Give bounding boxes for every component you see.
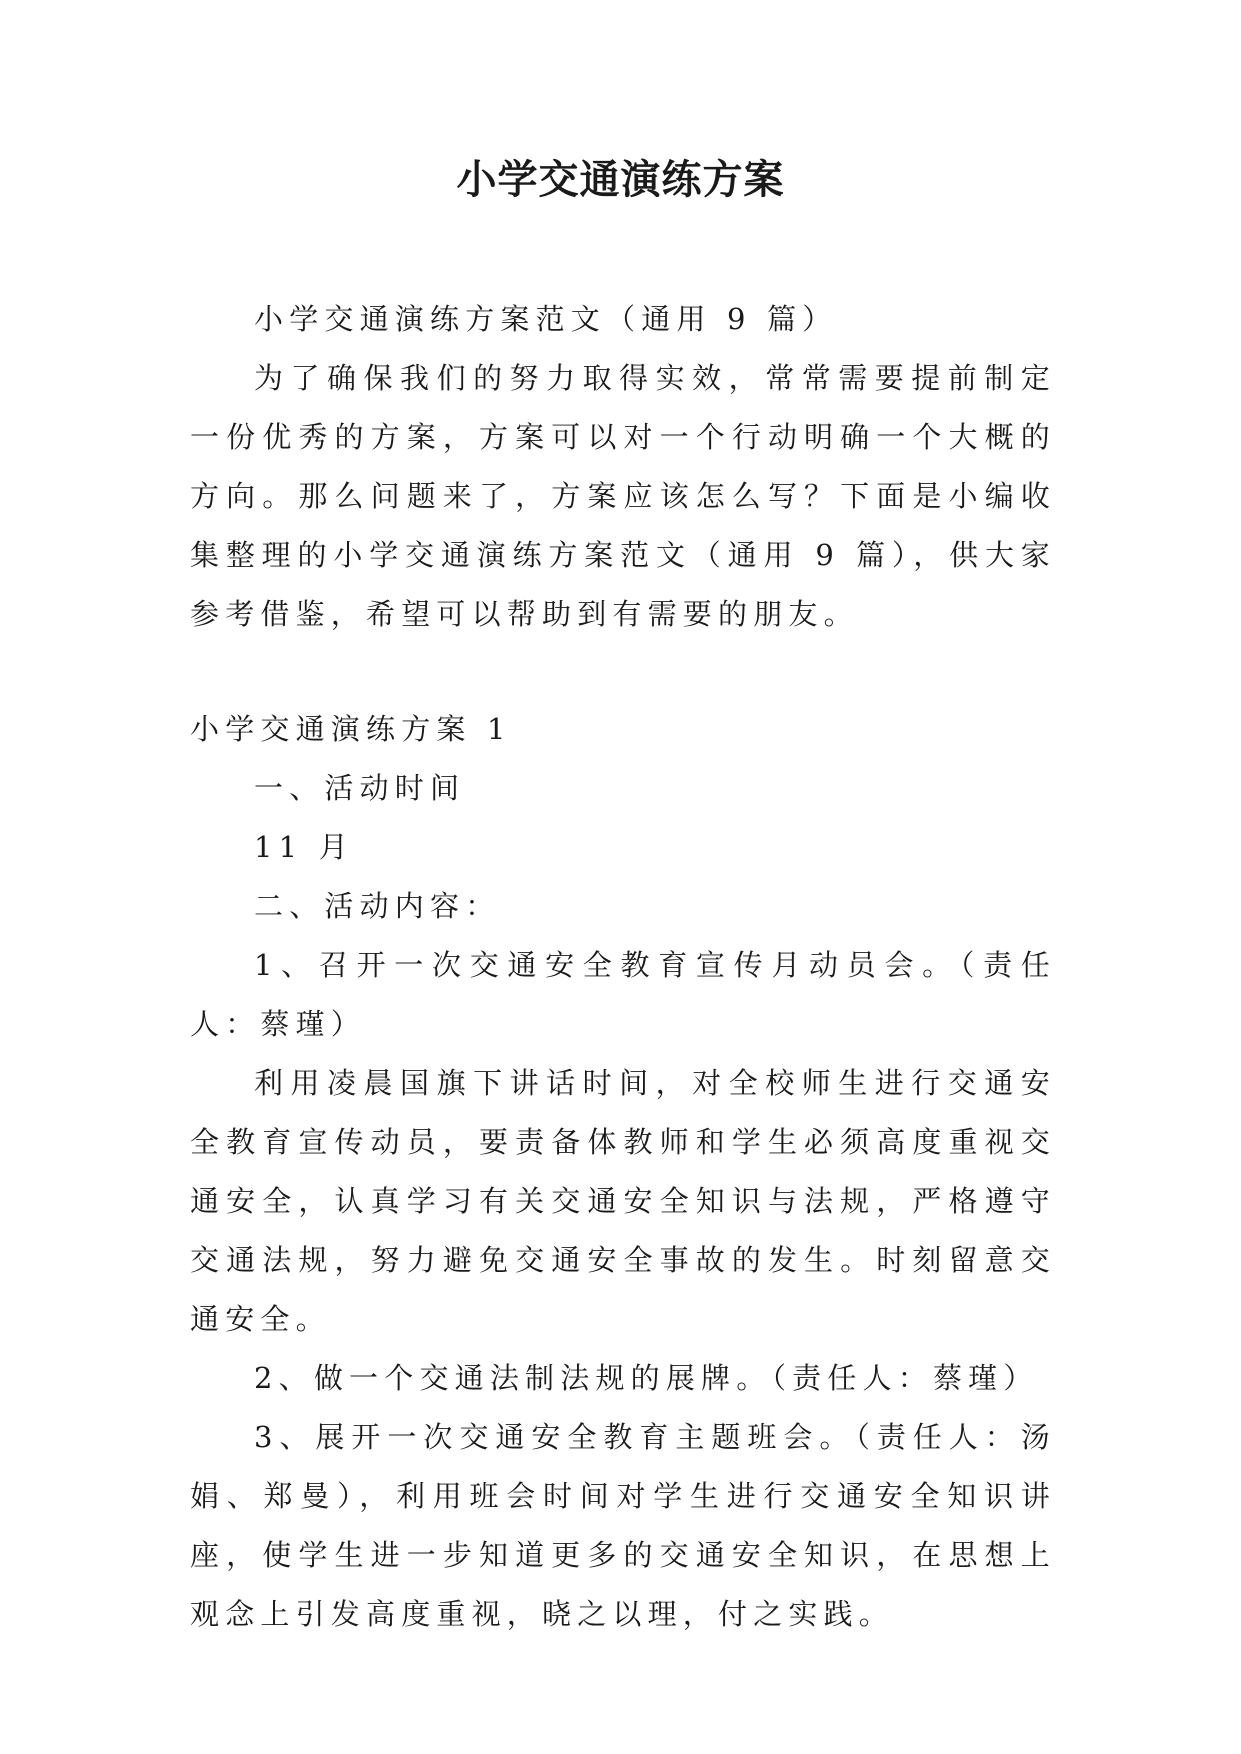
content-point-3: 3、展开一次交通安全教育主题班会。（责任人：汤娟、郑曼），利用班会时间对学生进行交通安全知识讲座，使学生进一步知道更多的交通安全知识，在思想上观念上引发高度重视，晓之以理，付之实践。 [190,1420,1056,1631]
activity-content-heading: 二、活动内容： [254,889,501,923]
activity-time-value: 11 月 [254,830,354,864]
section-heading: 小学交通演练方案 1 [190,712,512,746]
section-spacer [190,644,1056,700]
intro-paragraph: 为了确保我们的努力取得实效，常常需要提前制定一份优秀的方案，方案可以对一个行动明确一个大概的方向。那么问题来了，方案应该怎么写？下面是小编收集整理的小学交通演练方案范文（通用 9 篇），供大家参考借鉴，希望可以帮助到有需要的朋友。 [190,361,1056,631]
intro-subtitle: 小学交通演练方案范文（通用 9 篇） [254,302,838,336]
content-point-1: 1、召开一次交通安全教育宣传月动员会。（责任人：蔡瑾） [190,948,1056,1041]
activity-time-heading: 一、活动时间 [254,771,466,805]
document-title: 小学交通演练方案 [456,156,785,203]
content-point-2: 2、做一个交通法制法规的展牌。（责任人：蔡瑾） [254,1361,1039,1395]
document-body [190,290,1056,1644]
content-point-1-detail: 利用凌晨国旗下讲话时间，对全校师生进行交通安全教育宣传动员，要责备体教师和学生必须高度重视交通安全，认真学习有关交通安全知识与法规，严格遵守交通法规，努力避免交通安全事故的发生。时刻留意交通安全。 [190,1066,1056,1336]
